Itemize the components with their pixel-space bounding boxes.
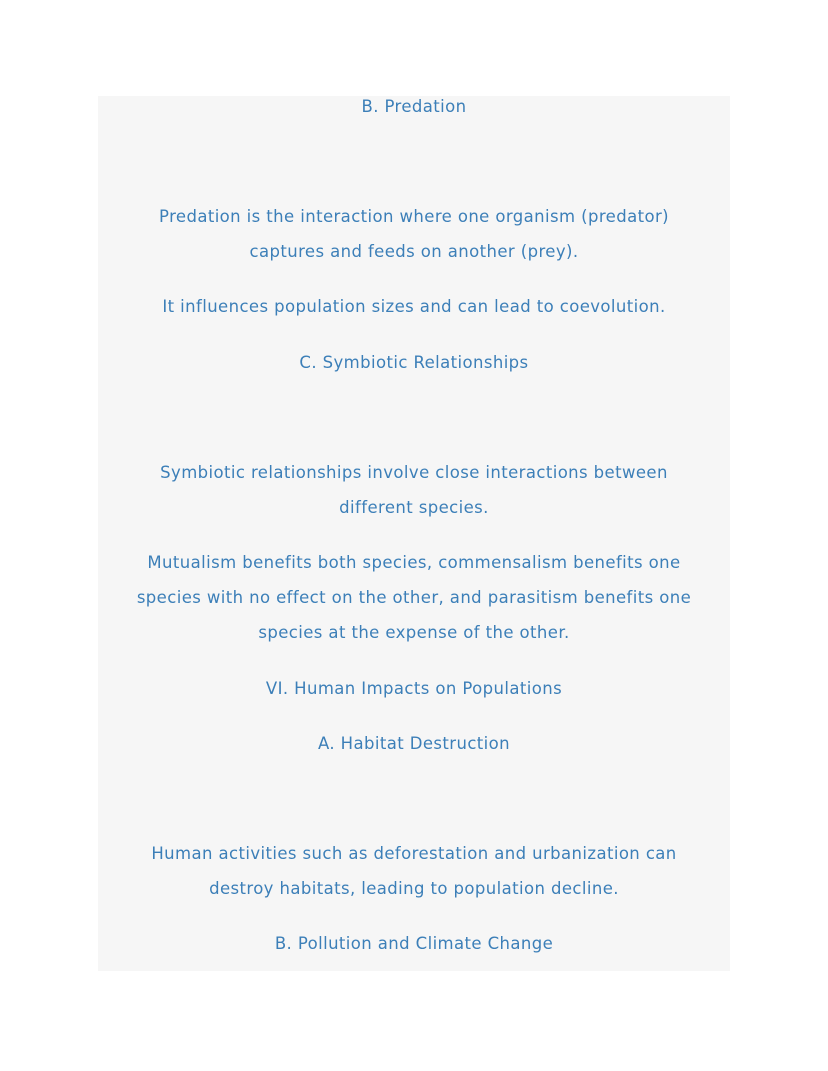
symbiotic-paragraph-2-line-2: species with no effect on the other, and parasitism benefits one (136, 588, 692, 607)
section-heading-predation: B. Predation (361, 97, 467, 116)
symbiotic-paragraph-line-2: different species. (339, 498, 489, 517)
habitat-paragraph-line-2: destroy habitats, leading to population decline. (209, 879, 619, 898)
symbiotic-paragraph-line-1: Symbiotic relationships involve close interactions between (160, 463, 668, 482)
predation-paragraph-line-1: Predation is the interaction where one organism (predator) (159, 207, 669, 226)
section-heading-symbiotic: C. Symbiotic Relationships (299, 353, 529, 372)
symbiotic-paragraph-2-line-3: species at the expense of the other. (258, 623, 570, 642)
section-heading-habitat: A. Habitat Destruction (318, 734, 510, 753)
section-heading-human-impacts: VI. Human Impacts on Populations (265, 679, 563, 698)
section-heading-pollution: B. Pollution and Climate Change (274, 934, 554, 953)
habitat-paragraph-line-1: Human activities such as deforestation and urbanization can (151, 844, 677, 863)
symbiotic-paragraph-2-line-1: Mutualism benefits both species, commensalism benefits one (147, 553, 681, 572)
predation-paragraph-2: It influences population sizes and can lead to coevolution. (162, 297, 666, 316)
predation-paragraph-line-2: captures and feeds on another (prey). (249, 242, 579, 261)
